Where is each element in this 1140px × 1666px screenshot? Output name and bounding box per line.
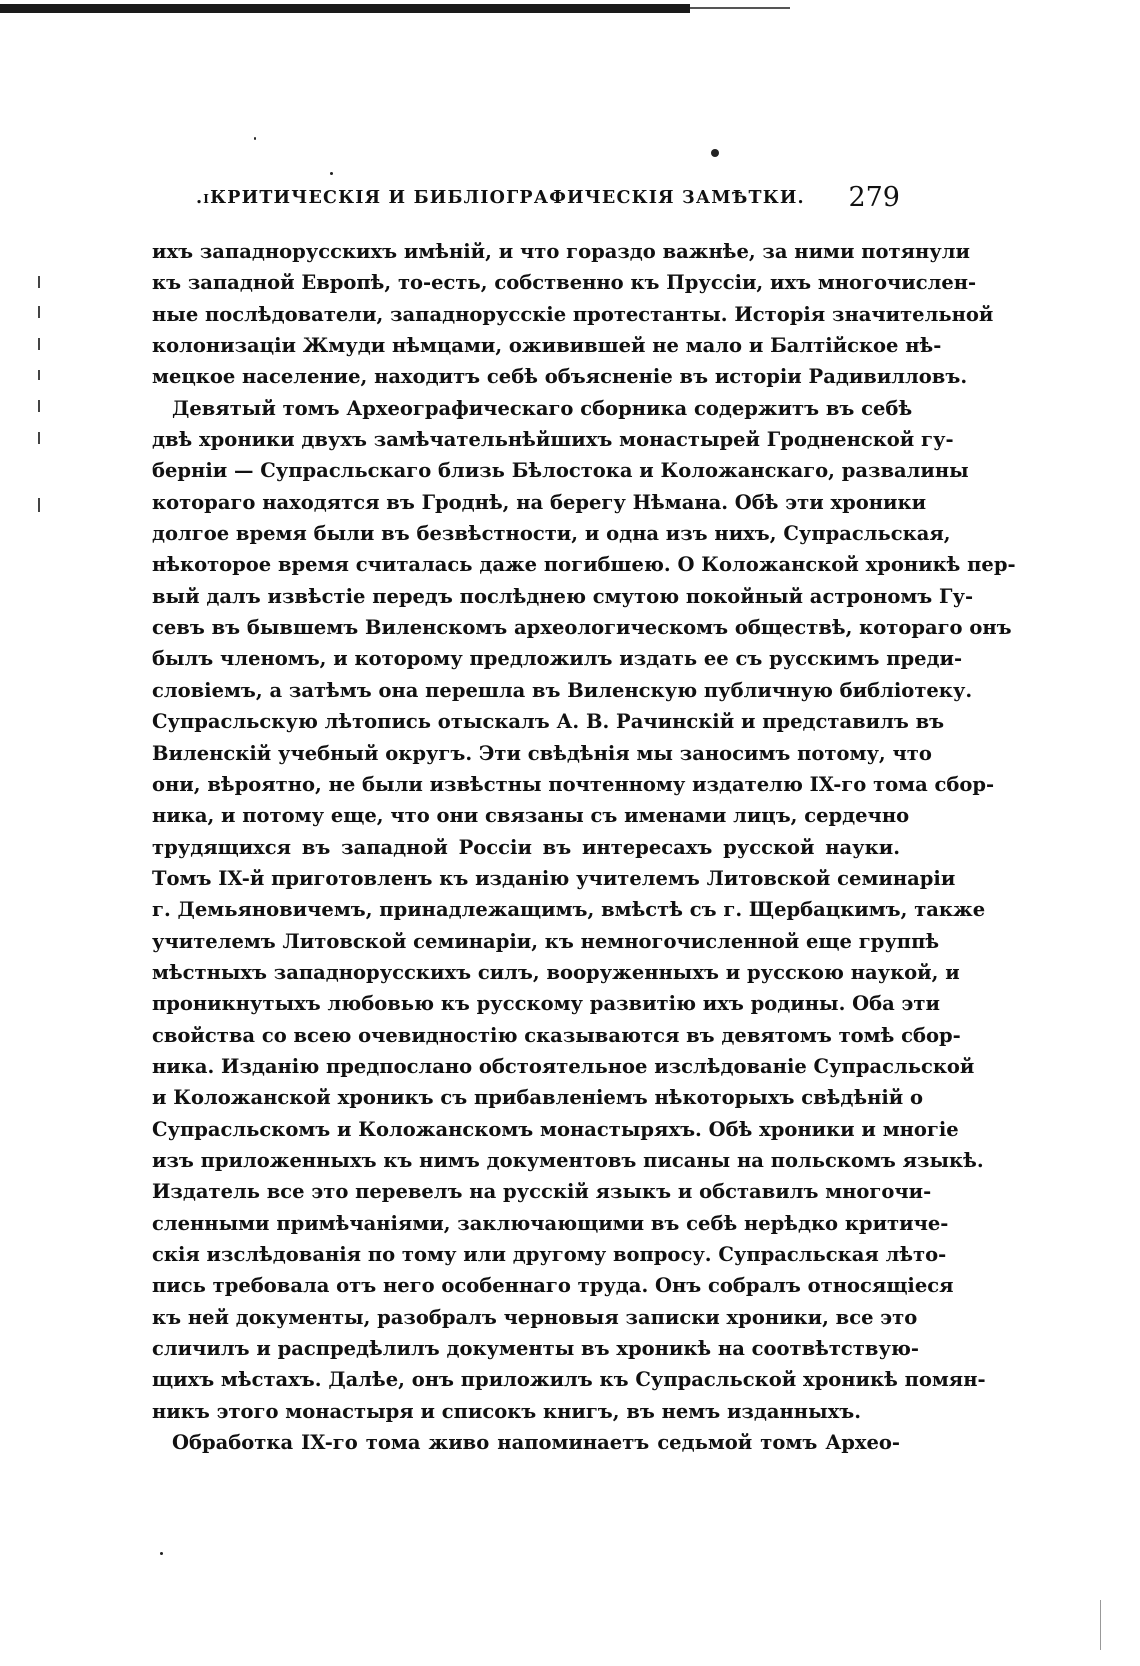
text-line: ника, и потому еще, что они связаны съ именами лицъ, сердечно	[152, 804, 910, 828]
text-line: никъ этого монастыря и списокъ книгъ, въ немъ изданныхъ.	[152, 1399, 861, 1423]
text-line: былъ членомъ, и которому предложилъ издать ее съ русскимъ преди-	[152, 647, 963, 671]
text-line: щихъ мѣстахъ. Далѣе, онъ приложилъ къ Супрасльской хроникѣ помян-	[152, 1368, 986, 1392]
text-line: изъ приложенныхъ къ нимъ документовъ писаны на польскомъ языкѣ.	[152, 1148, 984, 1172]
text-line: колонизаціи Жмуди нѣмцами, оживившей не мало и Балтійское нѣ-	[152, 334, 942, 358]
text-line: къ западной Европѣ, то-есть, собственно къ Пруссіи, ихъ многочислен-	[152, 271, 977, 295]
text-line: Издатель все это перевелъ на русскій языкъ и обставилъ многочи-	[152, 1180, 932, 1204]
text-line: учителемъ Литовской семинаріи, къ немногочисленной еще группѣ	[152, 929, 940, 953]
text-line: ника. Изданію предпослано обстоятельное изслѣдованіе Супрасльской	[152, 1054, 975, 1078]
text-line: нѣкоторое время считалась даже погибшею. О Коложанской хроникѣ пер-	[152, 553, 1016, 577]
ink-speck	[160, 1552, 163, 1555]
margin-mark	[38, 306, 40, 318]
running-head: .ıКРИТИЧЕСКІЯ И БИБЛІОГРАФИЧЕСКІЯ ЗАМѢТКИ.	[196, 188, 805, 208]
ink-speck	[254, 137, 256, 140]
margin-mark	[38, 432, 40, 444]
top-scan-rule-tail	[690, 7, 790, 9]
text-line: скія изслѣдованія по тому или другому вопросу. Супрасльская лѣто-	[152, 1243, 947, 1266]
margin-mark	[38, 276, 40, 288]
page-number: 279	[848, 182, 900, 213]
margin-mark	[38, 338, 40, 350]
text-line: берніи — Супрасльскаго близь Бѣлостока и Коложанскаго, развалины	[152, 459, 969, 483]
margin-mark	[38, 400, 40, 412]
text-line: проникнутыхъ любовью къ русскому развитію ихъ родины. Оба эти	[152, 992, 940, 1016]
body-text	[152, 236, 1016, 1458]
text-line: ные послѣдователи, западнорусскіе протестанты. Исторія значительной	[152, 302, 994, 326]
text-line: и Коложанской хроникъ съ прибавленіемъ нѣкоторыхъ свѣдѣній о	[152, 1086, 924, 1110]
text-line: долгое время были въ безвѣстности, и одна изъ нихъ, Супрасльская,	[152, 522, 951, 546]
text-line: сличилъ и распредѣлилъ документы въ хроникѣ на соотвѣтствую-	[152, 1337, 920, 1361]
ink-speck	[330, 172, 333, 175]
text-line: двѣ хроники двухъ замѣчательнѣйшихъ монастырей Гродненской гу-	[152, 428, 954, 452]
text-line: Супрасльскомъ и Коложанскомъ монастыряхъ. Обѣ хроники и многіе	[152, 1117, 959, 1141]
margin-mark	[38, 498, 40, 512]
text-line: сленными примѣчаніями, заключающими въ себѣ нерѣдко критиче-	[152, 1211, 949, 1235]
ink-speck	[711, 149, 719, 157]
text-line: пись требовала отъ него особеннаго труда. Онъ собралъ относящіеся	[152, 1274, 954, 1298]
text-line: Девятый томъ Археографическаго сборника содержитъ въ себѣ	[172, 396, 913, 420]
top-scan-rule	[0, 4, 690, 13]
text-line: къ ней документы, разобралъ черновыя записки хроники, все это	[152, 1305, 918, 1329]
margin-mark	[1100, 1600, 1101, 1650]
margin-mark	[38, 370, 40, 380]
text-line: котораго находятся въ Гроднѣ, на берегу Нѣмана. Обѣ эти хроники	[152, 490, 927, 514]
text-line: Супрасльскую лѣтопись отыскалъ А. В. Рачинскій и представилъ въ	[152, 710, 945, 734]
page-header	[180, 182, 900, 222]
text-line: мѣстныхъ западнорусскихъ силъ, вооруженныхъ и русскою наукой, и	[152, 960, 960, 984]
text-line: Обработка IX-го тома живо напоминаетъ седьмой томъ Архео-	[172, 1431, 900, 1455]
text-line: г. Демьяновичемъ, принадлежащимъ, вмѣстѣ съ г. Щербацкимъ, также	[152, 898, 986, 922]
text-line: Томъ IX-й приготовленъ къ изданію учителемъ Литовской семинаріи	[152, 866, 956, 890]
text-line: они, вѣроятно, не были извѣстны почтенному издателю IX-го тома сбор-	[152, 772, 995, 796]
text-line: вый далъ извѣстіе передъ послѣднею смутою покойный астрономъ Гу-	[152, 584, 974, 608]
text-line: ихъ западнорусскихъ имѣній, и что гораздо важнѣе, за ними потянули	[152, 240, 970, 263]
text-line: Виленскій учебный округъ. Эти свѣдѣнія мы заносимъ потому, что	[152, 741, 932, 765]
text-line: севъ въ бывшемъ Виленскомъ археологическомъ обществѣ, котораго онъ	[152, 616, 1012, 640]
text-line: трудящихся въ западной Россіи въ интересахъ русской науки.	[152, 835, 900, 859]
text-line: мецкое население, находитъ себѣ объясненіе въ исторіи Радивилловъ.	[152, 365, 968, 389]
text-line: свойства со всею очевидностію сказываются въ девятомъ томѣ сбор-	[152, 1023, 961, 1047]
text-line: словіемъ, а затѣмъ она перешла въ Виленскую публичную библіотеку.	[152, 678, 973, 702]
